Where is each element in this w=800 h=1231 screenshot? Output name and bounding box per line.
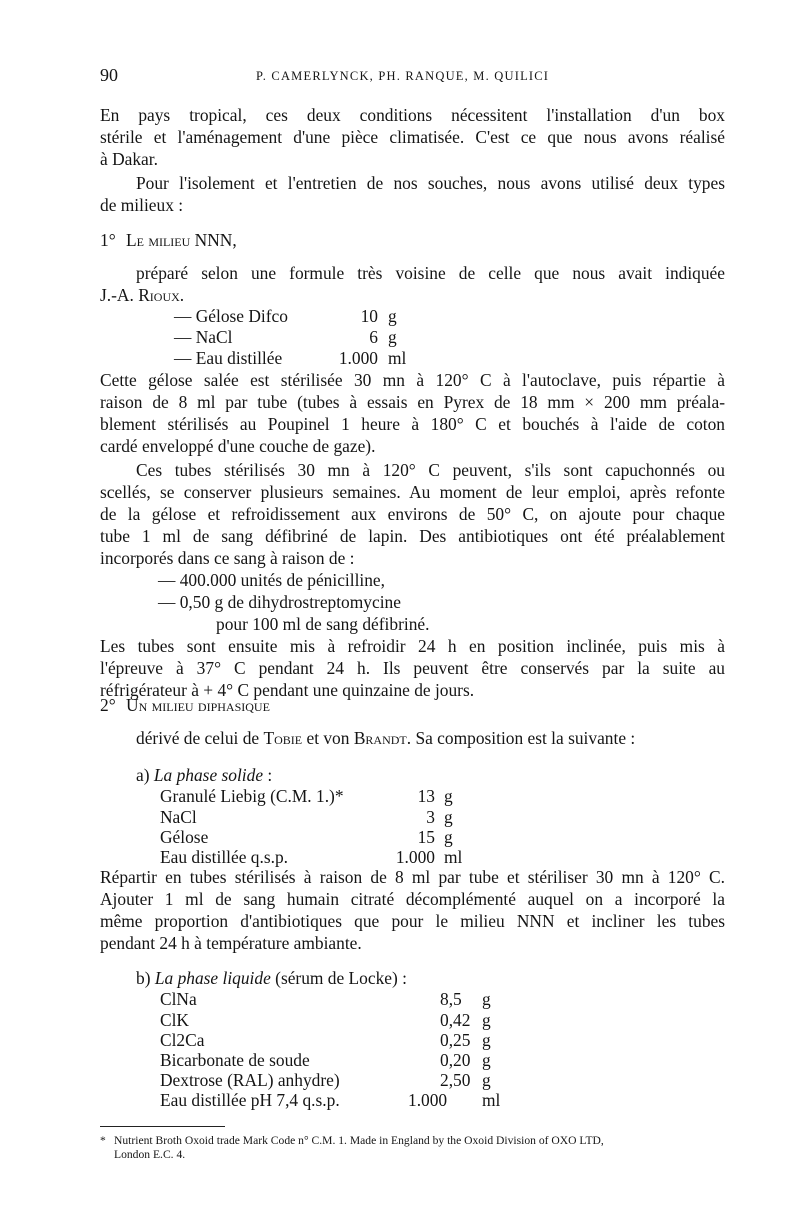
recipe-nnn-qty-1: 10 [360, 306, 378, 326]
phase-a-heading [136, 764, 272, 786]
section-1-lead: préparé selon une formule très voisine de celle que nous avait indiquée [136, 263, 725, 283]
footnote-line-1: Nutrient Broth Oxoid trade Mark Code n° C.M. 1. Made in England by the Oxoid Division of OXO LTD, [114, 1134, 604, 1147]
phase-b-subtitle: (sérum de Locke) : [275, 968, 407, 988]
lead-part-c: . Sa composition est la suivante : [406, 728, 636, 748]
recipe-liquid-unit-1: g [482, 989, 491, 1009]
footnote-marker: * [100, 1134, 106, 1147]
recipe-liquid-qty-2: 0,42 [440, 1010, 471, 1030]
intro-p1-line-3: à Dakar. [100, 149, 158, 169]
tubes-line-3: de la gélose et refroidissement aux environs de 50° C, on ajoute pour chaque [100, 504, 725, 524]
solid-instructions-line-2: Ajouter 1 ml de sang humain citraté décomplémenté auquel on a incorporé la [100, 889, 725, 909]
recipe-liquid-name-6: Eau distillée pH 7,4 q.s.p. [160, 1090, 340, 1110]
phase-b-label: b) [136, 968, 151, 988]
section-2-title: Un milieu diphasique [126, 695, 270, 715]
recipe-liquid-unit-3: g [482, 1030, 491, 1050]
intro-p1-line-1: En pays tropical, ces deux conditions nécessitent l'installation d'un box [100, 105, 725, 125]
solid-instructions-line-3: même proportion d'antibiotiques que pour le milieu NNN et incliner les tubes [100, 911, 725, 931]
tubes-line-4: tube 1 ml de sang défibriné de lapin. Des antibiotiques ont été préalablement [100, 526, 725, 546]
recipe-solid-qty-1: 13 [417, 786, 435, 806]
recipe-liquid-qty-3: 0,25 [440, 1030, 471, 1050]
cool-line-2: l'épreuve à 37° C pendant 24 h. Ils peuvent être conservés par la suite au [100, 658, 725, 678]
tubes-line-2: scellés, se conserver plusieurs semaines. Au moment de leur emploi, après refonte [100, 482, 725, 502]
recipe-liquid-unit-6: ml [482, 1090, 501, 1110]
author-name: Rioux [138, 285, 180, 305]
section-1-heading [100, 229, 237, 251]
phase-a-title: La phase solide [153, 765, 264, 785]
recipe-solid-unit-2: g [444, 807, 453, 827]
recipe-solid-unit-1: g [444, 786, 453, 806]
recipe-nnn-unit-2: g [388, 327, 397, 347]
recipe-liquid-qty-6: 1.000 [408, 1090, 448, 1110]
recipe-solid-name-4: Eau distillée q.s.p. [160, 847, 288, 867]
running-title: P. CAMERLYNCK, PH. RANQUE, M. QUILICI [256, 69, 550, 83]
author-period: . [179, 285, 185, 305]
intro-p1-line-2: stérile et l'aménagement d'une pièce climatisée. C'est ce que nous avons réalisé [100, 127, 725, 147]
sterilize-line-1: Cette gélose salée est stérilisée 30 mn à 120° C à l'autoclave, puis répartie à [100, 370, 725, 390]
recipe-liquid-name-4: Bicarbonate de soude [160, 1050, 310, 1070]
recipe-liquid-name-3: Cl2Ca [160, 1030, 205, 1050]
section-1-author-line [100, 284, 184, 306]
recipe-solid-name-2: NaCl [160, 807, 197, 827]
recipe-solid-unit-4: ml [444, 847, 463, 867]
tubes-line-5: incorporés dans ce sang à raison de : [100, 548, 355, 568]
recipe-solid-qty-3: 15 [417, 827, 435, 847]
recipe-nnn-unit-1: g [388, 306, 397, 326]
solid-instructions-line-4: pendant 24 h à température ambiante. [100, 933, 362, 953]
recipe-liquid-qty-5: 2,50 [440, 1070, 471, 1090]
antibiotic-1: — 400.000 unités de pénicilline, [158, 570, 386, 590]
footnote-line-2: London E.C. 4. [114, 1148, 186, 1161]
recipe-liquid-name-5: Dextrose (RAL) anhydre) [160, 1070, 340, 1090]
author-tobie: Tobie [263, 728, 303, 748]
sterilize-line-2: raison de 8 ml par tube (tubes à essais en Pyrex de 18 mm × 200 mm préala- [100, 392, 725, 412]
recipe-solid-name-3: Gélose [160, 827, 209, 847]
recipe-liquid-qty-1: 8,5 [440, 989, 462, 1009]
recipe-liquid-qty-4: 0,20 [440, 1050, 471, 1070]
antibiotic-3: pour 100 ml de sang défibriné. [216, 614, 430, 634]
phase-b-title: La phase liquide [154, 968, 271, 988]
intro-p2-line-2: de milieux : [100, 195, 184, 215]
cool-line-3: réfrigérateur à + 4° C pendant une quinzaine de jours. [100, 680, 475, 700]
section-1-title: Le milieu NNN, [126, 230, 237, 250]
recipe-solid-unit-3: g [444, 827, 453, 847]
section-2-heading [100, 694, 270, 716]
recipe-liquid-name-2: ClK [160, 1010, 189, 1030]
page-number: 90 [100, 65, 118, 85]
recipe-nnn-name-1: — Gélose Difco [174, 306, 288, 326]
lead-part-a: dérivé de celui de [136, 728, 260, 748]
intro-p2-line-1: Pour l'isolement et l'entretien de nos souches, nous avons utilisé deux types [136, 173, 725, 193]
phase-a-label: a) [136, 765, 150, 785]
recipe-nnn-unit-3: ml [388, 348, 407, 368]
sterilize-line-3: blement stérilisés au Poupinel 1 heure à 180° C et bouchés à l'aide de coton [100, 414, 725, 434]
sterilize-line-4: cardé enveloppé d'une couche de gaze). [100, 436, 376, 456]
recipe-solid-name-1: Granulé Liebig (C.M. 1.)* [160, 786, 344, 806]
phase-a-colon: : [267, 765, 273, 785]
recipe-nnn-name-2: — NaCl [174, 327, 233, 347]
recipe-solid-qty-2: 3 [426, 807, 435, 827]
tubes-line-1: Ces tubes stérilisés 30 mn à 120° C peuvent, s'ils sont capuchonnés ou [136, 460, 725, 480]
antibiotic-2: — 0,50 g de dihydrostreptomycine [158, 592, 401, 612]
section-2-lead [136, 727, 635, 749]
cool-line-1: Les tubes sont ensuite mis à refroidir 24 h en position inclinée, puis mis à [100, 636, 725, 656]
recipe-liquid-unit-4: g [482, 1050, 491, 1070]
footnote-rule [100, 1126, 225, 1127]
author-initials: J.-A. [100, 285, 134, 305]
recipe-nnn-qty-2: 6 [369, 327, 378, 347]
solid-instructions-line-1: Répartir en tubes stérilisés à raison de 8 ml par tube et stériliser 30 mn à 120° C. [100, 867, 725, 887]
section-1-number: 1° [100, 230, 116, 250]
recipe-liquid-unit-5: g [482, 1070, 491, 1090]
phase-b-heading [136, 967, 407, 989]
recipe-nnn-qty-3: 1.000 [338, 348, 378, 368]
recipe-solid-qty-4: 1.000 [395, 847, 435, 867]
lead-part-b: et von [306, 728, 350, 748]
recipe-nnn-name-3: — Eau distillée [174, 348, 283, 368]
section-2-number: 2° [100, 695, 116, 715]
recipe-liquid-unit-2: g [482, 1010, 491, 1030]
author-brandt: Brandt [353, 728, 407, 748]
recipe-liquid-name-1: ClNa [160, 989, 197, 1009]
